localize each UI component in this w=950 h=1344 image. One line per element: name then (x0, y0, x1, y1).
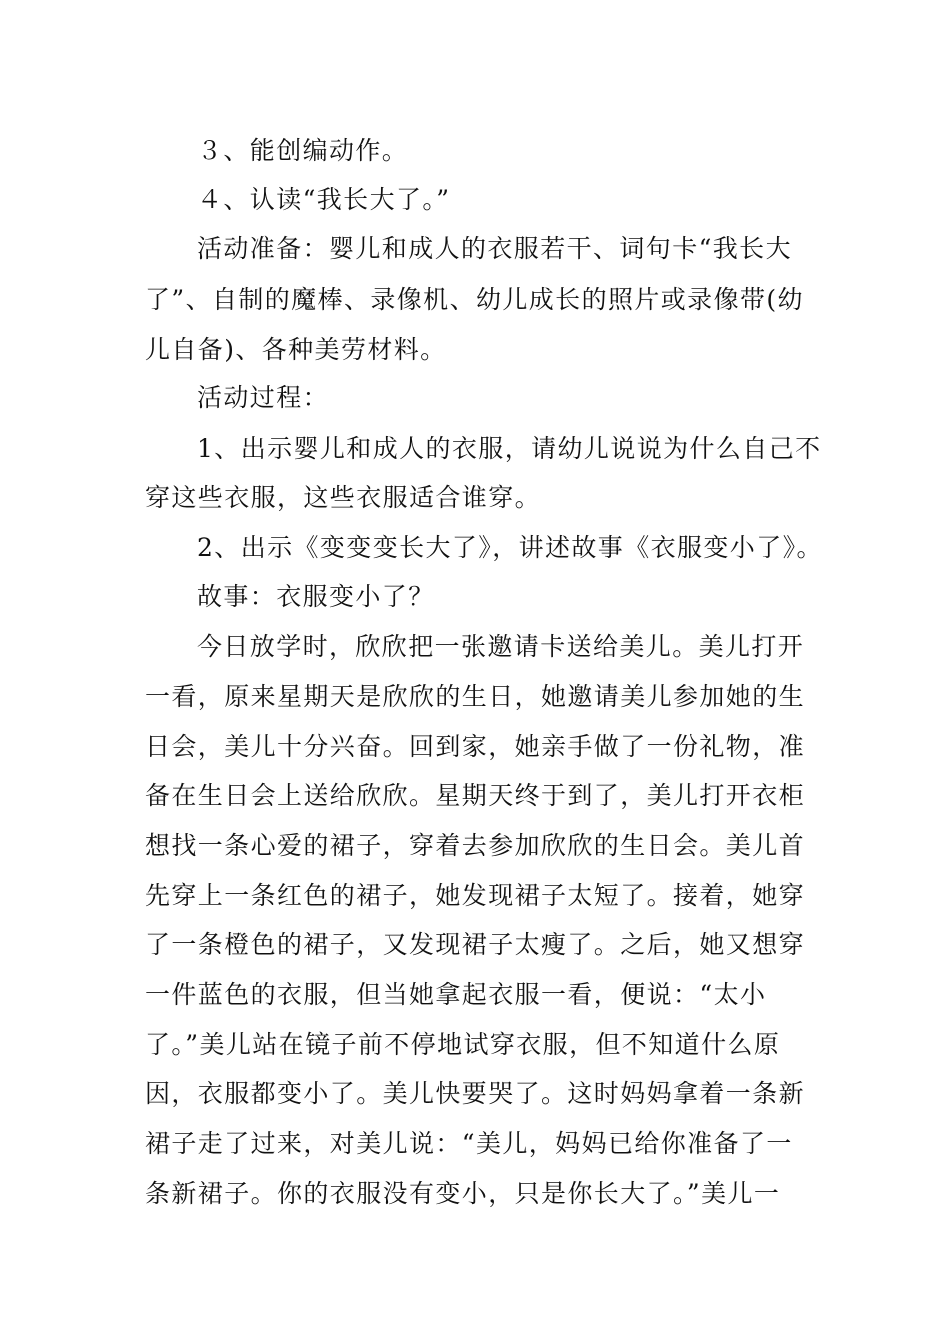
step-2-line: 2、出示《变变变长大了》，讲述故事《衣服变小了》。 (197, 533, 823, 562)
story-line-4: 备在生日会上送给欣欣。星期天终于到了，美儿打开衣柜 (145, 781, 806, 810)
list-item-4: ４、认读“我长大了。” (197, 185, 451, 214)
story-line-12: 条新裙子。你的衣服没有变小，只是你长大了。”美儿一 (145, 1179, 781, 1208)
story-title: 故事：衣服变小了？ (197, 582, 435, 611)
list-item-3: ３、能创编动作。 (197, 136, 409, 165)
step-1-line-2: 穿这些衣服，这些衣服适合谁穿。 (145, 483, 542, 512)
paragraph-preparation-line-1: 活动准备：婴儿和成人的衣服若干、词句卡“我长大 (197, 234, 792, 263)
paragraph-preparation-line-3: 儿自备)、各种美劳材料。 (145, 335, 447, 364)
story-line-2: 一看，原来星期天是欣欣的生日，她邀请美儿参加她的生 (145, 682, 806, 711)
story-line-5: 想找一条心爱的裙子，穿着去参加欣欣的生日会。美儿首 (145, 831, 806, 860)
story-line-7: 了一条橙色的裙子，又发现裙子太瘦了。之后，她又想穿 (145, 930, 806, 959)
story-line-10: 因，衣服都变小了。美儿快要哭了。这时妈妈拿着一条新 (145, 1079, 806, 1108)
paragraph-preparation-line-2: 了”、自制的魔棒、录像机、幼儿成长的照片或录像带(幼 (145, 285, 804, 314)
story-line-8: 一件蓝色的衣服，但当她拿起衣服一看，便说：“太小 (145, 980, 767, 1009)
story-line-1: 今日放学时，欣欣把一张邀请卡送给美儿。美儿打开 (197, 632, 805, 661)
story-line-9: 了。”美儿站在镜子前不停地试穿衣服，但不知道什么原 (145, 1030, 781, 1059)
story-line-3: 日会，美儿十分兴奋。回到家，她亲手做了一份礼物，准 (145, 732, 806, 761)
story-line-11: 裙子走了过来，对美儿说：“美儿，妈妈已给你准备了一 (145, 1129, 793, 1158)
story-line-6: 先穿上一条红色的裙子，她发现裙子太短了。接着，她穿 (145, 881, 806, 910)
step-1-line-1: 1、出示婴儿和成人的衣服，请幼儿说说为什么自己不 (197, 434, 822, 463)
section-heading-process: 活动过程： (197, 383, 330, 412)
